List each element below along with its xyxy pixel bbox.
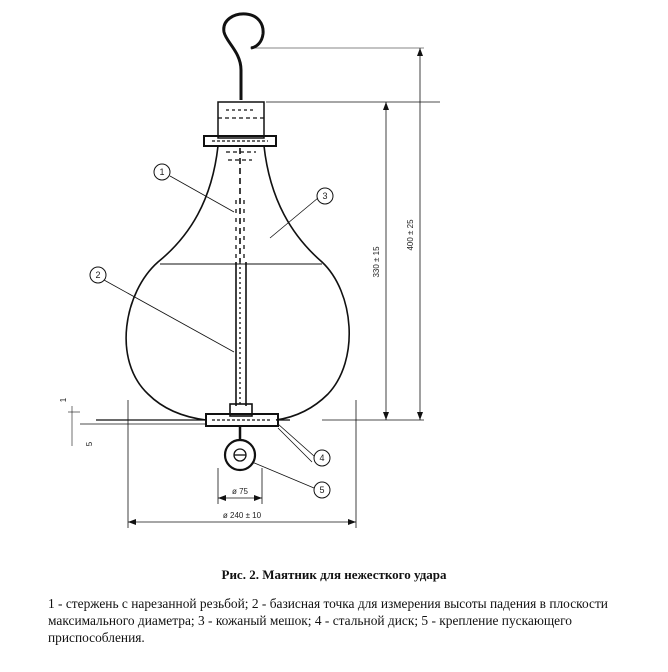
callout-1: 1 bbox=[159, 167, 165, 177]
dim-side-small-2: 5 bbox=[85, 441, 94, 447]
figure-legend: 1 - стержень с нарезанной резьбой; 2 - базисная точка для измерения высоты падения в плоскости максимального диаметра; 3 - кожаный мешок; 4 - стальной диск; 5 - крепление пускающего приспособления. bbox=[48, 596, 608, 645]
dim-bag-width: ø 240 ± 10 bbox=[222, 511, 262, 520]
leather-bag-outline bbox=[126, 146, 349, 420]
callout-5: 5 bbox=[319, 485, 325, 495]
dim-overall-height: 400 ± 25 bbox=[406, 219, 415, 251]
dim-side-small-1: 1 bbox=[59, 397, 68, 403]
callout-3: 3 bbox=[322, 191, 328, 201]
dim-mount-width: ø 75 bbox=[231, 487, 249, 496]
dim-bag-height: 330 ± 15 bbox=[372, 246, 381, 278]
figure-caption: Рис. 2. Маятник для нежесткого удара bbox=[221, 567, 447, 582]
top-cap bbox=[218, 102, 264, 138]
callout-2: 2 bbox=[95, 270, 101, 280]
callout-4: 4 bbox=[319, 453, 325, 463]
hook bbox=[224, 14, 263, 100]
